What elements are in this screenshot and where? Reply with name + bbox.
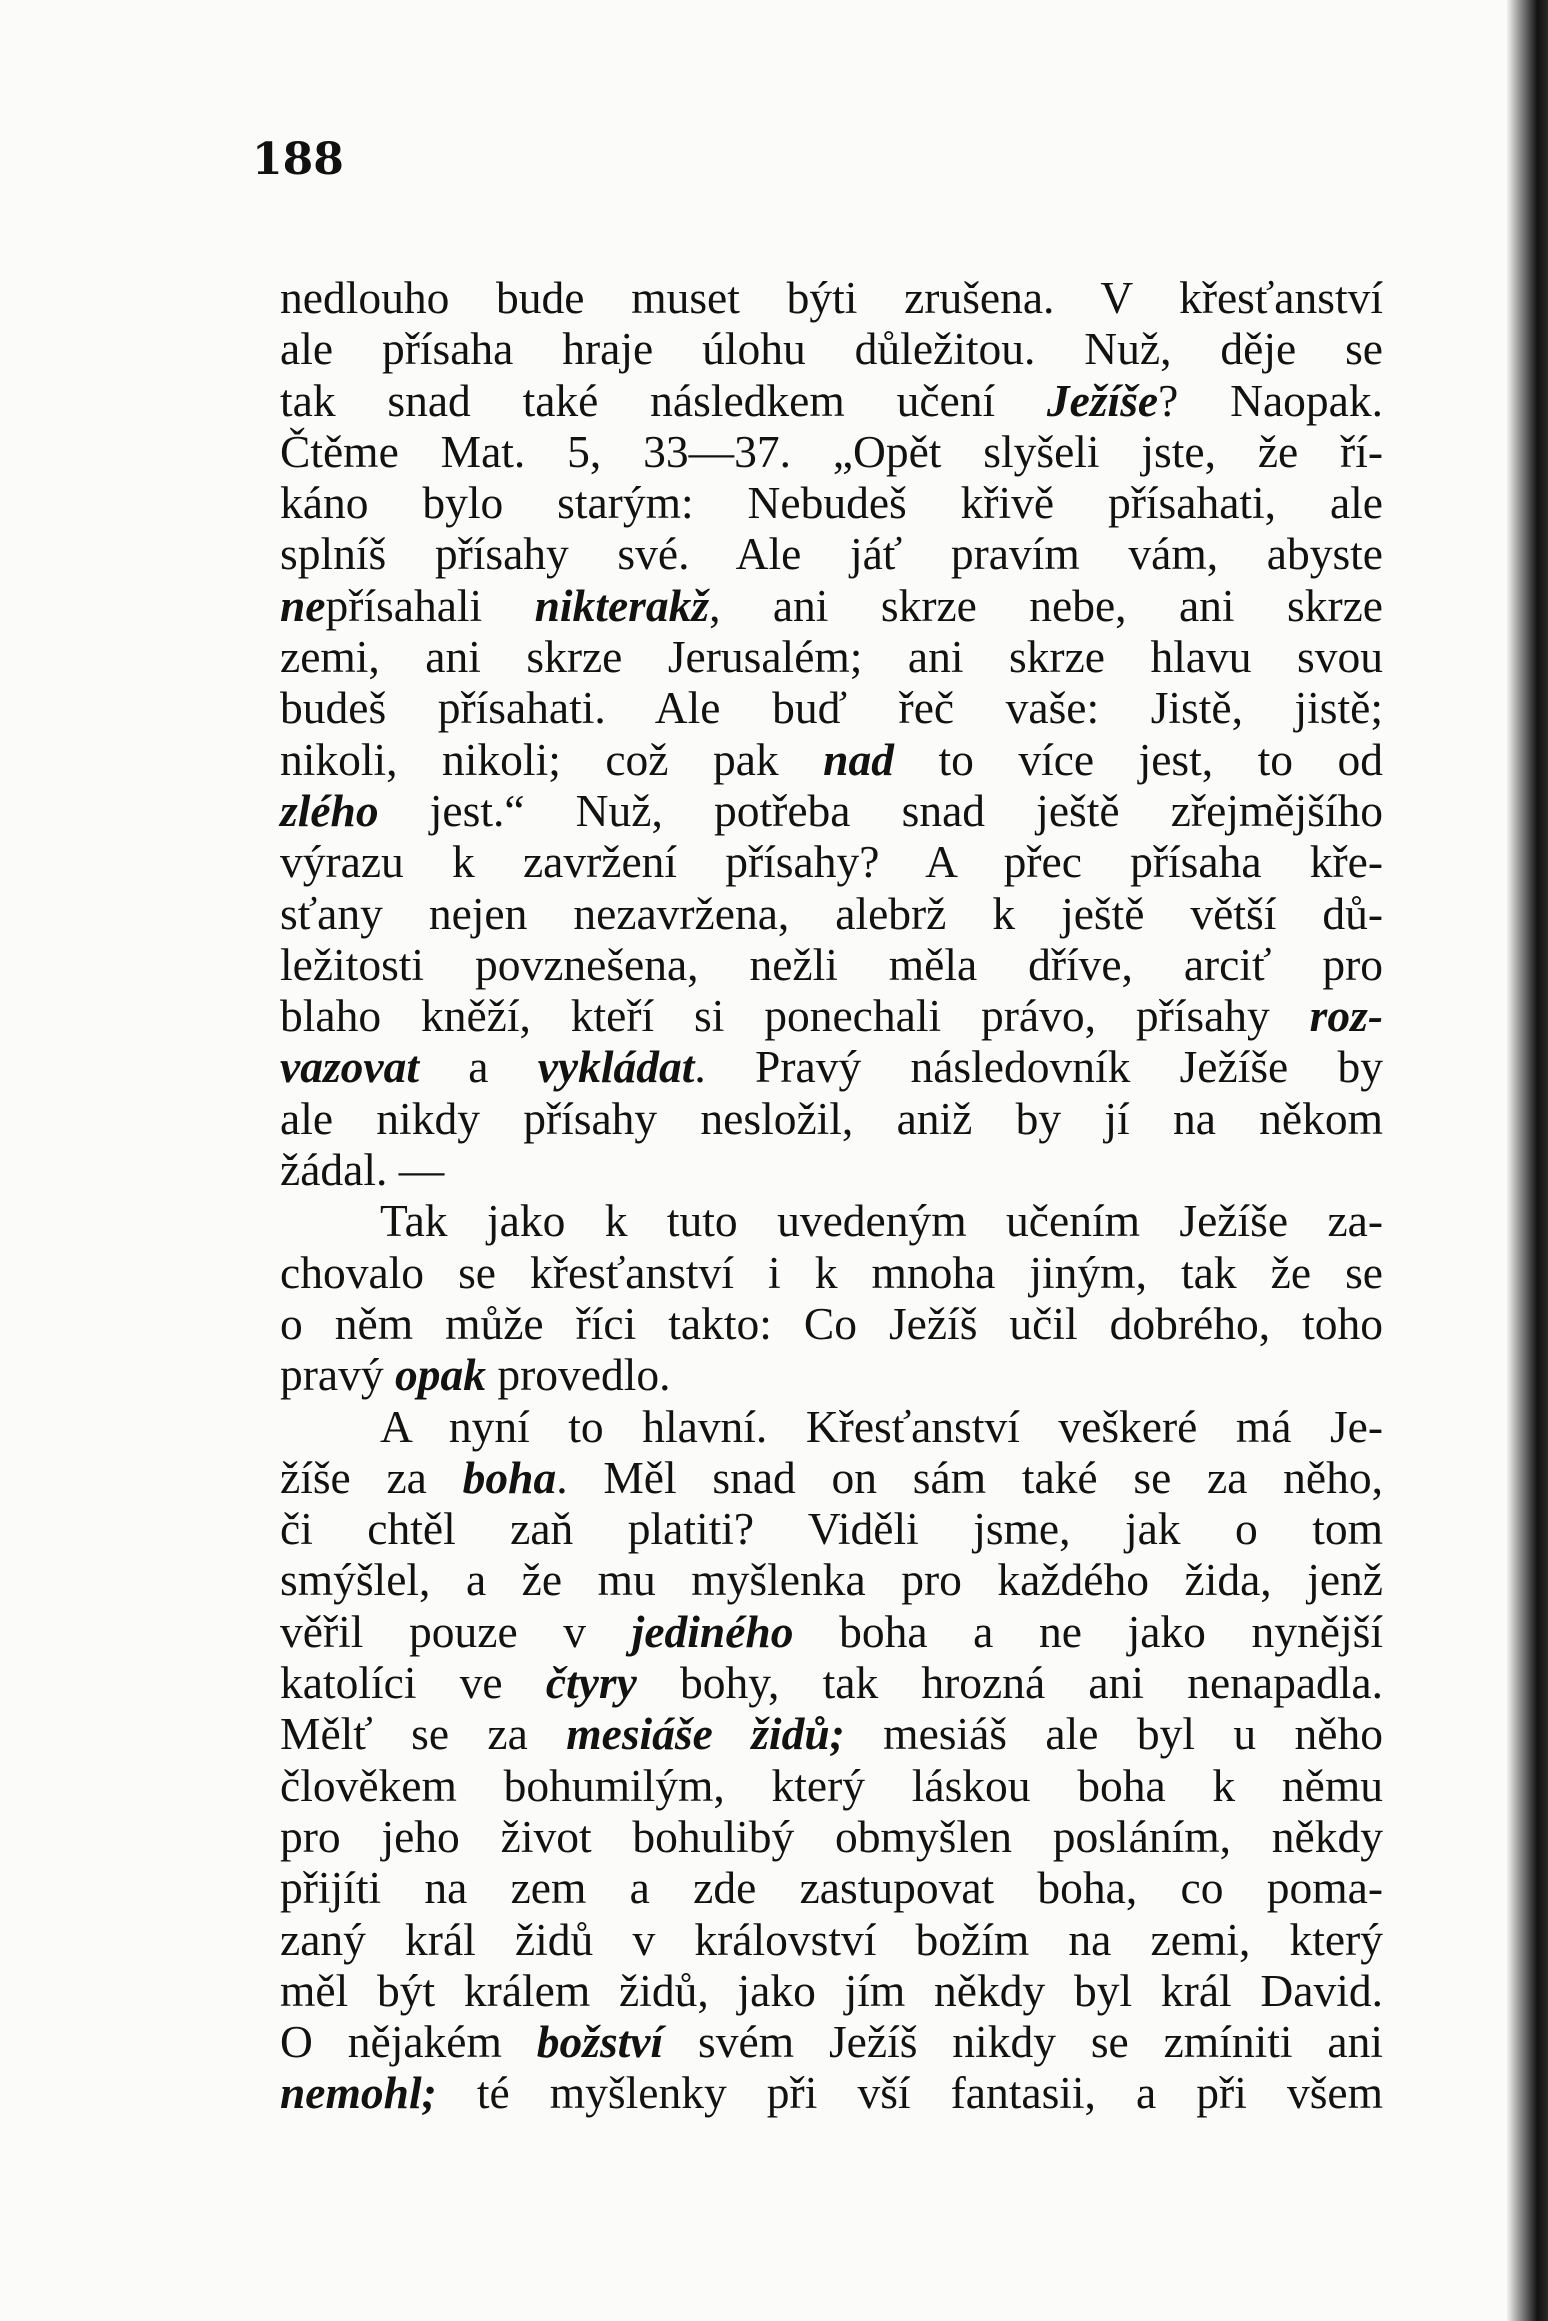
text-line bbox=[280, 1606, 1383, 1657]
text-segment: té myšlenky při vší fantasii, a při všem bbox=[436, 2067, 1383, 2119]
text-segment: a bbox=[419, 1041, 538, 1093]
text-segment: blaho kněží, kteří si ponechali právo, přísahy bbox=[280, 990, 1310, 1042]
text-segment: tak snad také následkem učení bbox=[280, 374, 1047, 426]
text-line bbox=[280, 1503, 1383, 1554]
text-line bbox=[280, 836, 1383, 887]
body-text bbox=[280, 272, 1383, 2119]
text-line bbox=[280, 734, 1383, 785]
text-line bbox=[280, 888, 1383, 939]
text-segment: nedlouho bude muset býti zrušena. V křesťanství bbox=[280, 272, 1383, 323]
text-segment: Mělť se za bbox=[280, 1708, 567, 1760]
emphasized-text: ne bbox=[280, 579, 326, 631]
text-segment: výrazu k zavržení přísahy? A přec přísaha kře- bbox=[280, 836, 1383, 888]
text-segment: chovalo se křesťanství i k mnoha jiným, tak že se bbox=[280, 1246, 1383, 1298]
text-segment: měl být králem židů, jako jím někdy byl král David. bbox=[280, 1964, 1383, 2016]
text-line bbox=[280, 1349, 1383, 1400]
emphasized-text: zlého bbox=[280, 784, 379, 836]
text-line bbox=[280, 1041, 1383, 1092]
text-segment: pro jeho život bohulibý obmyšlen posláním, někdy bbox=[280, 1810, 1383, 1862]
text-segment: boha a ne jako nynější bbox=[793, 1605, 1383, 1657]
text-line bbox=[280, 1554, 1383, 1605]
text-segment: . Pravý následovník Ježíše by bbox=[694, 1041, 1383, 1093]
text-line bbox=[280, 1862, 1383, 1913]
text-line bbox=[280, 1811, 1383, 1862]
text-segment: splníš přísahy své. Ale jáť pravím vám, abyste bbox=[280, 528, 1383, 580]
text-line bbox=[280, 1093, 1383, 1144]
text-segment: věřil pouze v bbox=[280, 1605, 632, 1657]
text-segment: ale nikdy přísahy nesložil, aniž by jí na někom bbox=[280, 1092, 1383, 1144]
text-segment: to více jest, to od bbox=[893, 733, 1383, 785]
text-segment: jest.“ Nuž, potřeba snad ještě zřejmějšího bbox=[378, 784, 1383, 836]
text-line bbox=[280, 426, 1383, 477]
emphasized-text: božství bbox=[536, 2016, 664, 2068]
text-line bbox=[280, 477, 1383, 528]
emphasized-text: roz- bbox=[1309, 990, 1383, 1042]
emphasized-text: jediného bbox=[631, 1605, 794, 1657]
text-line bbox=[280, 1914, 1383, 1965]
text-segment: budeš přísahati. Ale buď řeč vaše: Jistě, jistě; bbox=[280, 682, 1383, 734]
text-line bbox=[280, 1708, 1383, 1759]
text-line bbox=[280, 1298, 1383, 1349]
text-segment: přijíti na zem a zde zastupovat boha, co poma- bbox=[280, 1862, 1383, 1914]
text-line bbox=[280, 631, 1383, 682]
text-line bbox=[280, 580, 1383, 631]
text-segment: smýšlel, a že mu myšlenka pro každého žida, jenž bbox=[280, 1554, 1383, 1606]
text-line bbox=[280, 1144, 1383, 1195]
text-line bbox=[280, 1195, 1383, 1246]
text-line bbox=[280, 990, 1383, 1041]
text-line bbox=[280, 528, 1383, 579]
emphasized-text: Ježíše bbox=[1046, 374, 1159, 426]
text-line bbox=[280, 1965, 1383, 2016]
text-segment: pravý bbox=[280, 1349, 395, 1401]
emphasized-text: čtyry bbox=[545, 1657, 637, 1709]
text-segment: člověkem bohumilým, který láskou boha k němu bbox=[280, 1759, 1383, 1811]
emphasized-text: mesiáše židů; bbox=[566, 1708, 845, 1760]
text-line bbox=[280, 1247, 1383, 1298]
emphasized-text: opak bbox=[394, 1349, 486, 1401]
text-line bbox=[280, 375, 1383, 426]
text-segment: Tak jako k tuto uvedeným učením Ježíše za- bbox=[380, 1195, 1383, 1247]
text-segment: žíše za bbox=[280, 1451, 463, 1503]
text-line bbox=[280, 939, 1383, 990]
emphasized-text: nad bbox=[823, 733, 894, 785]
text-segment: žádal. — bbox=[280, 1144, 445, 1196]
emphasized-text: nikterakž bbox=[534, 579, 710, 631]
text-line bbox=[280, 323, 1383, 374]
text-segment: , ani skrze nebe, ani skrze bbox=[709, 579, 1383, 631]
text-segment: Čtěme Mat. 5, 33—37. „Opět slyšeli jste, že ří- bbox=[280, 425, 1383, 477]
text-segment: . Měl snad on sám také se za něho, bbox=[556, 1451, 1383, 1503]
text-segment: ležitosti povznešena, nežli měla dříve, arciť pro bbox=[280, 938, 1383, 990]
text-line bbox=[280, 272, 1383, 323]
text-segment: zemi, ani skrze Jerusalém; ani skrze hlavu svou bbox=[280, 631, 1383, 683]
text-segment: svém Ježíš nikdy se zmíniti ani bbox=[663, 2016, 1383, 2068]
text-segment: nikoli, nikoli; což pak bbox=[280, 733, 824, 785]
emphasized-text: vykládat bbox=[537, 1041, 695, 1093]
text-segment: provedlo. bbox=[485, 1349, 671, 1401]
emphasized-text: boha bbox=[462, 1451, 557, 1503]
text-line bbox=[280, 682, 1383, 733]
page-edge-shadow bbox=[1506, 0, 1548, 2321]
text-line bbox=[280, 785, 1383, 836]
text-line bbox=[280, 2067, 1383, 2118]
text-segment: káno bylo starým: Nebudeš křivě přísahati, ale bbox=[280, 477, 1383, 529]
text-line bbox=[280, 1657, 1383, 1708]
text-segment: bohy, tak hrozná ani nenapadla. bbox=[636, 1657, 1383, 1709]
text-line bbox=[280, 1760, 1383, 1811]
text-segment: katolíci ve bbox=[280, 1657, 546, 1709]
text-segment: ale přísaha hraje úlohu důležitou. Nuž, děje se bbox=[280, 323, 1383, 375]
text-line bbox=[280, 2016, 1383, 2067]
text-line bbox=[280, 1452, 1383, 1503]
text-segment: O nějakém bbox=[280, 2016, 537, 2068]
text-segment: mesiáš ale byl u něho bbox=[844, 1708, 1383, 1760]
text-segment: A nyní to hlavní. Křesťanství veškeré má Je- bbox=[380, 1400, 1383, 1452]
text-line bbox=[280, 1401, 1383, 1452]
emphasized-text: nemohl; bbox=[280, 2067, 437, 2119]
text-segment: ? Naopak. bbox=[1158, 374, 1383, 426]
emphasized-text: vazovat bbox=[280, 1041, 419, 1093]
text-segment: sťany nejen nezavržena, alebrž k ještě větší dů- bbox=[280, 887, 1383, 939]
text-segment: či chtěl zaň platiti? Viděli jsme, jak o tom bbox=[280, 1503, 1383, 1555]
text-segment: zaný král židů v království božím na zemi, který bbox=[280, 1913, 1383, 1965]
text-segment: o něm může říci takto: Co Ježíš učil dobrého, toho bbox=[280, 1297, 1383, 1349]
text-segment: přísahali bbox=[325, 579, 535, 631]
page-number: 188 bbox=[252, 134, 344, 185]
